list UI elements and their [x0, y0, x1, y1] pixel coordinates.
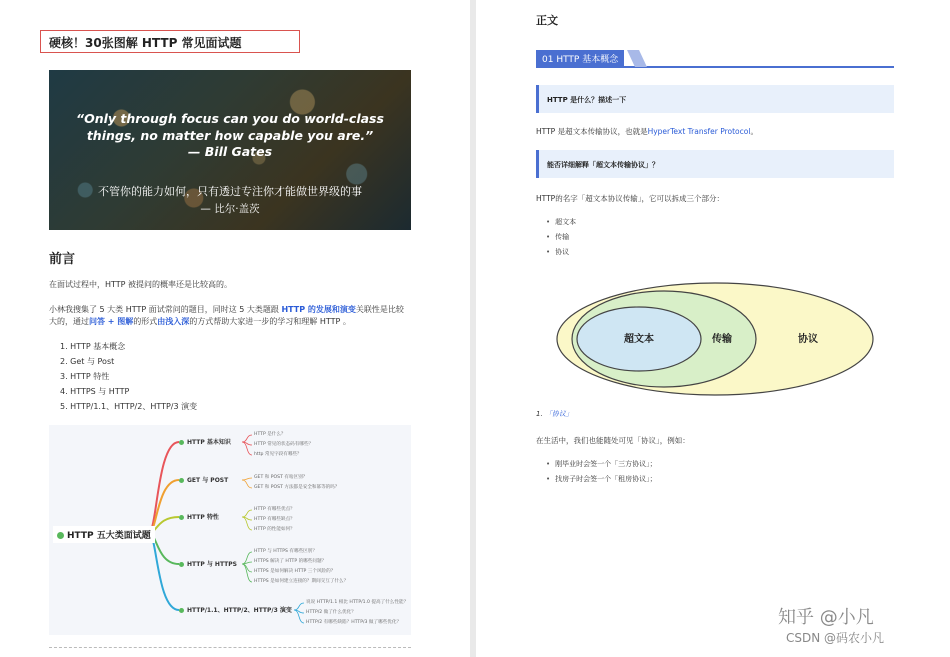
- preface-heading: 前言: [49, 252, 76, 267]
- mindmap-branch-label: HTTP 特性: [187, 514, 219, 521]
- body-heading: 正文: [536, 14, 558, 27]
- mindmap-leaf-line: [242, 478, 252, 480]
- mindmap-root-label: HTTP 五大类面试题: [67, 531, 151, 541]
- mindmap-leaf: HTTPS 是如何解决 HTTP 三个风险的？: [254, 569, 336, 574]
- mindmap-leaf: HTTP 与 HTTPS 有哪些区别？: [254, 549, 317, 554]
- mindmap-branch-icon: [179, 478, 184, 483]
- mindmap-leaf-line: [242, 562, 252, 564]
- mindmap-leaf: HTTP/2 有哪些缺陷？HTTP/3 做了哪些优化？: [306, 620, 402, 625]
- preface-paragraph-1: 在面试过程中，HTTP 被提问的概率还是比较高的。: [49, 280, 233, 289]
- numbered-subheading: [536, 409, 573, 419]
- section-tab-decoration: [627, 50, 647, 67]
- mindmap-branch: [179, 437, 231, 446]
- number-prefix: 1.: [536, 410, 543, 418]
- mindmap-leaf: http 常见字段有哪些？: [254, 452, 302, 457]
- mindmap-leaf-line: [242, 480, 252, 488]
- mindmap-root: [53, 526, 155, 543]
- venn-middle-label: 传输: [712, 334, 732, 345]
- topic-list-item: 2. Get 与 Post: [60, 357, 115, 366]
- parts-list-item: • 传输: [546, 232, 576, 247]
- mindmap-leaf: HTTP 的性能如何？: [254, 527, 295, 532]
- zhihu-watermark: 知乎 @小凡: [778, 607, 874, 628]
- mindmap-leaf-line: [242, 564, 252, 572]
- text-span: 。: [750, 127, 758, 136]
- csdn-watermark: CSDN @码农小凡: [786, 631, 885, 645]
- left-page: [0, 0, 470, 657]
- highlight-span: 问答 + 图解: [89, 317, 134, 326]
- mindmap-leaf: HTTP 有哪些缺点？: [254, 517, 295, 522]
- mindmap-leaf: GET 和 POST 方法都是安全和幂等的吗？: [254, 485, 340, 490]
- mindmap-leaf: 说说 HTTP/1.1 相比 HTTP/1.0 提高了什么性能？: [306, 600, 409, 605]
- venn-inner-label: 超文本: [624, 334, 654, 345]
- venn-outer-label: 协议: [798, 334, 818, 345]
- examples-list-item: • 找房子时会签一个「租房协议」；: [546, 474, 657, 489]
- mindmap-leaf-line: [294, 603, 304, 610]
- text-span: 关联性是比较大的，通过: [49, 305, 404, 326]
- banner-author: — Bill Gates: [187, 144, 273, 159]
- text-span: 的方式帮助大家进一步的学习和理解 HTTP 。: [189, 317, 351, 326]
- mindmap-branch-label: GET 与 POST: [187, 477, 229, 484]
- topic-list-item: 4. HTTPS 与 HTTP: [60, 387, 130, 396]
- name-paragraph: HTTP的名字「超文本协议传输」，它可以拆成三个部分：: [536, 194, 724, 203]
- life-paragraph: 在生活中，我们也能随处可见「协议」，例如：: [536, 436, 690, 445]
- english-term: HyperText Transfer Protocol: [647, 127, 751, 136]
- subheading-text: 「协议」: [544, 410, 573, 418]
- venn-diagram: [554, 279, 876, 399]
- right-page: [476, 0, 950, 657]
- mindmap-leaf: HTTP 常见的状态码有哪些？: [254, 442, 314, 447]
- mindmap-branch: [179, 512, 219, 521]
- banner-cn-author: — 比尔·盖茨: [200, 203, 260, 215]
- banner-quote-line1: “Only through focus can you do world-class: [76, 111, 384, 126]
- mindmap-leaf-line: [242, 564, 252, 582]
- parts-list-item: • 超文本: [546, 217, 576, 232]
- examples-list: [546, 459, 657, 489]
- text-span: HTTP 是超文本传输协议，也就是: [536, 127, 648, 136]
- preface-paragraph-2: [49, 304, 411, 328]
- topic-list-item: 1. HTTP 基本概念: [60, 342, 126, 351]
- banner-cn-quote: 不管你的能力如何，只有透过专注你才能做世界级的事: [98, 185, 362, 198]
- banner-quote: [49, 110, 411, 144]
- highlight-span: 由浅入深: [157, 317, 190, 326]
- mindmap-branch: [179, 605, 292, 614]
- mindmap-leaf-line: [242, 435, 252, 442]
- mindmap-branch: [179, 559, 237, 568]
- answer-paragraph-1: [536, 126, 758, 137]
- mindmap-branch-line: [149, 533, 179, 610]
- mindmap-leaf: HTTPS 是如何建立连接的？期间交互了什么？: [254, 579, 349, 584]
- section-label: 01 HTTP 基本概念: [536, 50, 624, 67]
- mindmap-leaf: HTTP 是什么？: [254, 432, 286, 437]
- mindmap-branch-label: HTTP 与 HTTPS: [187, 561, 237, 568]
- question-callout-1: HTTP 是什么？描述一下: [536, 85, 894, 113]
- topic-list-item: 5. HTTP/1.1、HTTP/2、HTTP/3 演变: [60, 402, 198, 411]
- mindmap-branch-label: HTTP/1.1、HTTP/2、HTTP/3 演变: [187, 607, 292, 614]
- mindmap-branch-label: HTTP 基本知识: [187, 439, 231, 446]
- section-header: [536, 50, 894, 68]
- mindmap-branch-line: [149, 442, 179, 533]
- mindmap-root-icon: [57, 532, 64, 539]
- parts-list: [546, 217, 576, 262]
- mindmap-leaf: HTTP 有哪些优点？: [254, 507, 295, 512]
- topic-list: [60, 341, 197, 416]
- mindmap-diagram: [49, 425, 411, 635]
- page-divider: [49, 647, 411, 648]
- mindmap-leaf: HTTP/2 做了什么优化？: [306, 610, 356, 615]
- banner-quote-line2: things, no matter how capable you are.”: [86, 128, 374, 143]
- mindmap-leaf: GET 和 POST 有啥区别？: [254, 475, 308, 480]
- question-callout-2: 能否详细解释「超文本传输协议」？: [536, 150, 894, 178]
- text-span: 小林我搜集了 5 大类 HTTP 面试常问的题目，同时这 5 大类题跟: [49, 305, 282, 314]
- mindmap-branch-icon: [179, 515, 184, 520]
- mindmap-leaf: HTTPS 解决了 HTTP 的哪些问题？: [254, 559, 327, 564]
- quote-banner: [49, 70, 411, 230]
- topic-list-item: 3. HTTP 特性: [60, 372, 110, 381]
- highlight-span: HTTP 的发展和演变: [281, 305, 356, 314]
- parts-list-item: • 协议: [546, 247, 576, 262]
- mindmap-branch-icon: [179, 608, 184, 613]
- mindmap-branch-icon: [179, 440, 184, 445]
- text-span: 的形式: [133, 317, 158, 326]
- examples-list-item: • 刚毕业时会签一个「三方协议」；: [546, 459, 657, 474]
- mindmap-branch-icon: [179, 562, 184, 567]
- document-title: 硬核！30张图解 HTTP 常见面试题: [40, 30, 300, 53]
- mindmap-leaf-line: [242, 510, 252, 517]
- mindmap-branch: [179, 475, 228, 484]
